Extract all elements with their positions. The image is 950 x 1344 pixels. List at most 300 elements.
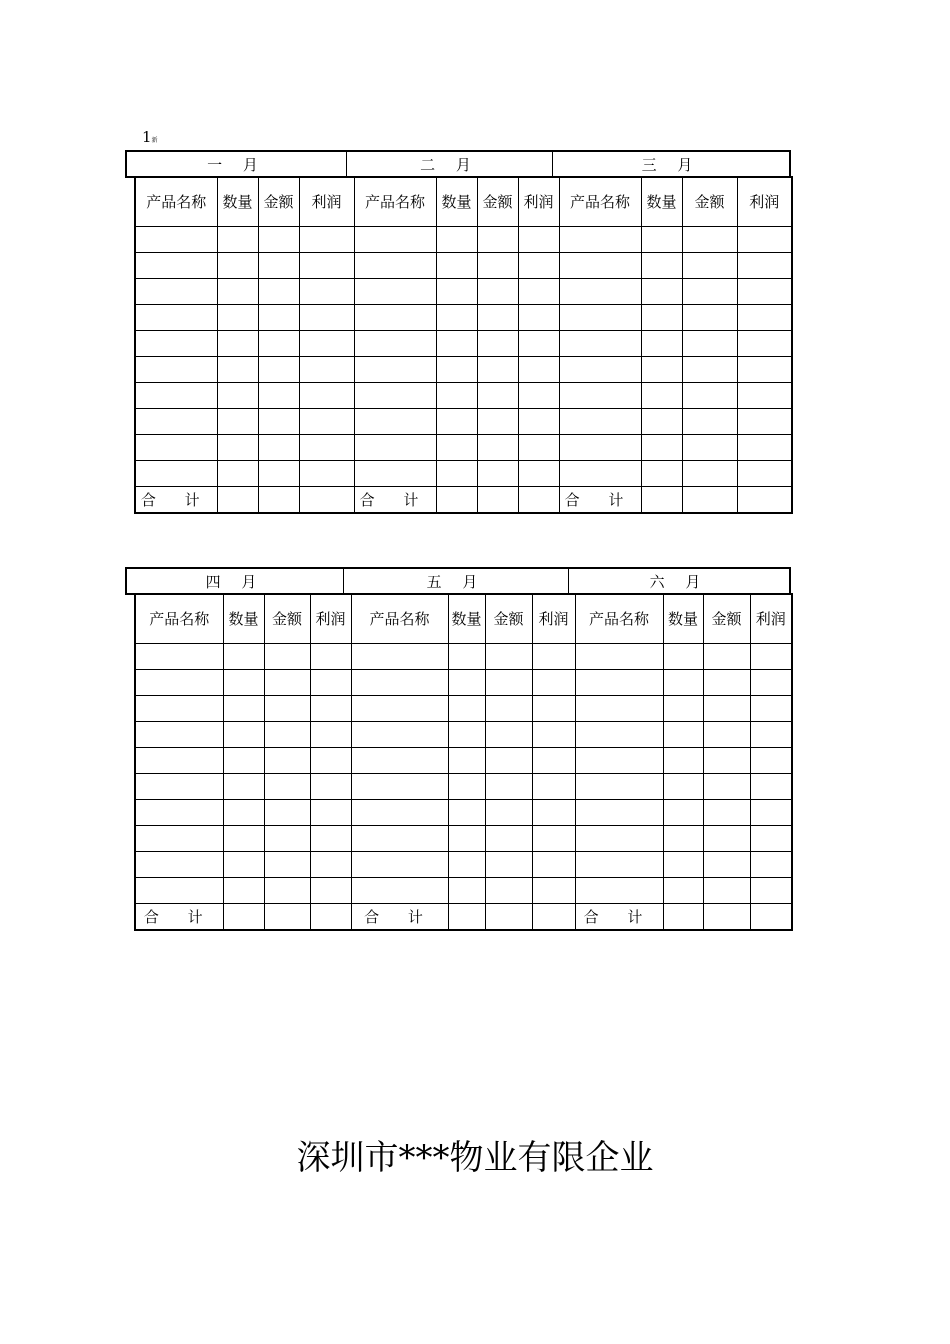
total-cell[interactable] <box>485 904 532 931</box>
header-product-name: 产品名称 <box>135 177 217 227</box>
table-cell[interactable] <box>436 435 477 461</box>
table-cell[interactable] <box>258 279 299 305</box>
header-quantity: 数量 <box>223 594 264 644</box>
table-cell[interactable] <box>575 800 663 826</box>
table-cell[interactable] <box>518 435 559 461</box>
table-cell[interactable] <box>217 435 258 461</box>
table-cell[interactable] <box>258 435 299 461</box>
table-cell[interactable] <box>485 670 532 696</box>
table-cell[interactable] <box>264 670 310 696</box>
table-cell[interactable] <box>351 826 448 852</box>
table-cell[interactable] <box>559 409 641 435</box>
table-cell[interactable] <box>258 461 299 487</box>
table-cell[interactable] <box>477 383 518 409</box>
table-cell[interactable] <box>217 331 258 357</box>
header-amount: 金额 <box>258 177 299 227</box>
table-cell[interactable] <box>703 878 750 904</box>
table-cell[interactable] <box>477 253 518 279</box>
table-cell[interactable] <box>703 644 750 670</box>
table-cell[interactable] <box>436 383 477 409</box>
table-cell[interactable] <box>258 305 299 331</box>
table-cell[interactable] <box>532 670 575 696</box>
table-cell[interactable] <box>750 748 792 774</box>
table-cell[interactable] <box>750 878 792 904</box>
header-product-name: 产品名称 <box>351 594 448 644</box>
table-cell[interactable] <box>217 383 258 409</box>
table-cell[interactable] <box>436 279 477 305</box>
table-cell[interactable] <box>663 800 703 826</box>
table-cell[interactable] <box>135 696 223 722</box>
table-cell[interactable] <box>299 409 354 435</box>
table-cell[interactable] <box>351 774 448 800</box>
table-cell[interactable] <box>135 722 223 748</box>
header-profit: 利润 <box>750 594 792 644</box>
table-cell[interactable] <box>559 383 641 409</box>
table-cell[interactable] <box>258 227 299 253</box>
table-cell[interactable] <box>217 409 258 435</box>
table-cell[interactable] <box>135 878 223 904</box>
table-cell[interactable] <box>351 644 448 670</box>
table-cell[interactable] <box>299 461 354 487</box>
table-cell[interactable] <box>354 409 436 435</box>
table-cell[interactable] <box>351 852 448 878</box>
table-row <box>135 227 792 253</box>
table-cell[interactable] <box>750 800 792 826</box>
table-cell[interactable] <box>448 696 485 722</box>
table-cell[interactable] <box>135 331 217 357</box>
table-cell[interactable] <box>703 774 750 800</box>
total-cell[interactable] <box>703 904 750 931</box>
table-cell[interactable] <box>737 357 792 383</box>
table-cell[interactable] <box>223 774 264 800</box>
page-number-digit: 1 <box>142 128 152 146</box>
table-cell[interactable] <box>750 852 792 878</box>
total-row <box>135 487 792 514</box>
table-cell[interactable] <box>641 461 682 487</box>
table-cell[interactable] <box>532 696 575 722</box>
table-cell[interactable] <box>641 357 682 383</box>
month-header-row-2 <box>125 567 791 595</box>
table-cell[interactable] <box>217 305 258 331</box>
table-cell[interactable] <box>135 800 223 826</box>
table-cell[interactable] <box>532 748 575 774</box>
header-amount: 金额 <box>264 594 310 644</box>
table-cell[interactable] <box>223 826 264 852</box>
table-row <box>135 279 792 305</box>
header-quantity: 数量 <box>217 177 258 227</box>
table-cell[interactable] <box>436 227 477 253</box>
table-cell[interactable] <box>223 852 264 878</box>
table-cell[interactable] <box>135 409 217 435</box>
table-cell[interactable] <box>135 826 223 852</box>
total-cell[interactable] <box>264 904 310 931</box>
table-cell[interactable] <box>135 670 223 696</box>
table-row <box>135 748 792 774</box>
table-cell[interactable] <box>682 383 737 409</box>
table-cell[interactable] <box>310 774 351 800</box>
table-cell[interactable] <box>575 670 663 696</box>
table-cell[interactable] <box>310 748 351 774</box>
table-cell[interactable] <box>518 331 559 357</box>
table-cell[interactable] <box>135 435 217 461</box>
table-cell[interactable] <box>641 383 682 409</box>
table-cell[interactable] <box>750 826 792 852</box>
table-cell[interactable] <box>750 774 792 800</box>
table-cell[interactable] <box>575 748 663 774</box>
table-cell[interactable] <box>354 253 436 279</box>
table-cell[interactable] <box>477 227 518 253</box>
table-cell[interactable] <box>217 253 258 279</box>
table-cell[interactable] <box>703 826 750 852</box>
table-cell[interactable] <box>485 722 532 748</box>
table-cell[interactable] <box>299 253 354 279</box>
table-cell[interactable] <box>575 696 663 722</box>
table-cell[interactable] <box>448 826 485 852</box>
table-cell[interactable] <box>135 644 223 670</box>
table-row <box>135 435 792 461</box>
table-cell[interactable] <box>310 826 351 852</box>
table-cell[interactable] <box>663 852 703 878</box>
total-label: 合 计 <box>575 904 663 931</box>
table-cell[interactable] <box>737 279 792 305</box>
table-cell[interactable] <box>264 878 310 904</box>
table-cell[interactable] <box>485 852 532 878</box>
table-cell[interactable] <box>575 722 663 748</box>
table-cell[interactable] <box>135 305 217 331</box>
total-label: 合 计 <box>559 487 641 514</box>
table-cell[interactable] <box>575 878 663 904</box>
header-product-name: 产品名称 <box>575 594 663 644</box>
table-cell[interactable] <box>258 357 299 383</box>
table-cell[interactable] <box>485 826 532 852</box>
table-cell[interactable] <box>448 644 485 670</box>
table-cell[interactable] <box>477 279 518 305</box>
table-cell[interactable] <box>641 279 682 305</box>
table-row <box>135 696 792 722</box>
table-cell[interactable] <box>354 305 436 331</box>
table-cell[interactable] <box>703 722 750 748</box>
table-cell[interactable] <box>436 305 477 331</box>
table-cell[interactable] <box>310 878 351 904</box>
table-cell[interactable] <box>351 670 448 696</box>
table-row <box>135 331 792 357</box>
table-cell[interactable] <box>559 435 641 461</box>
table-cell[interactable] <box>310 670 351 696</box>
table-header-row <box>135 177 792 227</box>
table-cell[interactable] <box>436 461 477 487</box>
total-cell[interactable] <box>682 487 737 514</box>
table-cell[interactable] <box>299 331 354 357</box>
table-cell[interactable] <box>217 279 258 305</box>
total-cell[interactable] <box>310 904 351 931</box>
table-cell[interactable] <box>351 800 448 826</box>
table-cell[interactable] <box>575 826 663 852</box>
table-cell[interactable] <box>532 800 575 826</box>
table-cell[interactable] <box>299 279 354 305</box>
table-cell[interactable] <box>737 331 792 357</box>
table-cell[interactable] <box>135 461 217 487</box>
table-cell[interactable] <box>518 383 559 409</box>
table-cell[interactable] <box>750 722 792 748</box>
table-cell[interactable] <box>663 774 703 800</box>
table-cell[interactable] <box>299 357 354 383</box>
table-cell[interactable] <box>135 748 223 774</box>
total-cell[interactable] <box>217 487 258 514</box>
table-cell[interactable] <box>351 696 448 722</box>
header-profit: 利润 <box>310 594 351 644</box>
table-cell[interactable] <box>663 748 703 774</box>
table-cell[interactable] <box>485 878 532 904</box>
table-row <box>135 722 792 748</box>
table-cell[interactable] <box>223 800 264 826</box>
table-row <box>135 253 792 279</box>
total-cell[interactable] <box>532 904 575 931</box>
table-cell[interactable] <box>485 644 532 670</box>
table-cell[interactable] <box>354 357 436 383</box>
total-cell[interactable] <box>641 487 682 514</box>
table-cell[interactable] <box>737 253 792 279</box>
table-cell[interactable] <box>310 800 351 826</box>
total-cell[interactable] <box>258 487 299 514</box>
table-cell[interactable] <box>258 253 299 279</box>
table-cell[interactable] <box>448 670 485 696</box>
table-cell[interactable] <box>518 227 559 253</box>
table-cell[interactable] <box>264 748 310 774</box>
table-cell[interactable] <box>518 409 559 435</box>
total-cell[interactable] <box>477 487 518 514</box>
table-cell[interactable] <box>559 357 641 383</box>
table-cell[interactable] <box>532 878 575 904</box>
table-cell[interactable] <box>532 722 575 748</box>
table-cell[interactable] <box>135 383 217 409</box>
table-cell[interactable] <box>641 253 682 279</box>
table-cell[interactable] <box>575 644 663 670</box>
table-cell[interactable] <box>737 409 792 435</box>
table-cell[interactable] <box>559 461 641 487</box>
table-cell[interactable] <box>299 435 354 461</box>
table-cell[interactable] <box>703 670 750 696</box>
table-cell[interactable] <box>436 331 477 357</box>
table-cell[interactable] <box>750 696 792 722</box>
table-cell[interactable] <box>485 800 532 826</box>
table-cell[interactable] <box>737 227 792 253</box>
table-cell[interactable] <box>264 722 310 748</box>
table-cell[interactable] <box>264 644 310 670</box>
table-cell[interactable] <box>663 670 703 696</box>
table-cell[interactable] <box>477 461 518 487</box>
table-cell[interactable] <box>641 227 682 253</box>
table-cell[interactable] <box>448 852 485 878</box>
table-2-body <box>135 644 792 904</box>
table-row <box>135 852 792 878</box>
total-cell[interactable] <box>448 904 485 931</box>
table-cell[interactable] <box>448 748 485 774</box>
table-cell[interactable] <box>217 227 258 253</box>
table-cell[interactable] <box>264 800 310 826</box>
table-cell[interactable] <box>354 461 436 487</box>
table-cell[interactable] <box>354 279 436 305</box>
total-cell[interactable] <box>663 904 703 931</box>
table-cell[interactable] <box>682 331 737 357</box>
table-cell[interactable] <box>737 461 792 487</box>
month-march: 三 月 <box>641 155 701 174</box>
total-cell[interactable] <box>299 487 354 514</box>
table-cell[interactable] <box>436 253 477 279</box>
table-cell[interactable] <box>532 826 575 852</box>
table-cell[interactable] <box>477 357 518 383</box>
table-cell[interactable] <box>264 826 310 852</box>
table-cell[interactable] <box>135 253 217 279</box>
table-cell[interactable] <box>641 409 682 435</box>
header-profit: 利润 <box>518 177 559 227</box>
table-cell[interactable] <box>559 331 641 357</box>
table-cell[interactable] <box>682 279 737 305</box>
table-cell[interactable] <box>737 305 792 331</box>
table-cell[interactable] <box>641 305 682 331</box>
table-cell[interactable] <box>682 435 737 461</box>
table-cell[interactable] <box>532 852 575 878</box>
table-cell[interactable] <box>703 748 750 774</box>
table-cell[interactable] <box>663 826 703 852</box>
table-cell[interactable] <box>310 852 351 878</box>
month-may: 五 月 <box>344 569 569 593</box>
table-cell[interactable] <box>532 644 575 670</box>
table-cell[interactable] <box>518 357 559 383</box>
table-cell[interactable] <box>663 696 703 722</box>
table-header-row <box>135 594 792 644</box>
table-cell[interactable] <box>135 774 223 800</box>
table-cell[interactable] <box>310 644 351 670</box>
table-cell[interactable] <box>750 670 792 696</box>
table-cell[interactable] <box>641 435 682 461</box>
table-cell[interactable] <box>485 748 532 774</box>
header-product-name: 产品名称 <box>135 594 223 644</box>
table-cell[interactable] <box>310 696 351 722</box>
table-cell[interactable] <box>703 800 750 826</box>
table-cell[interactable] <box>354 435 436 461</box>
table-cell[interactable] <box>682 227 737 253</box>
table-cell[interactable] <box>299 383 354 409</box>
table-cell[interactable] <box>682 461 737 487</box>
table-cell[interactable] <box>518 253 559 279</box>
table-cell[interactable] <box>217 357 258 383</box>
table-cell[interactable] <box>559 279 641 305</box>
total-cell[interactable] <box>737 487 792 514</box>
table-cell[interactable] <box>354 383 436 409</box>
table-cell[interactable] <box>737 435 792 461</box>
table-cell[interactable] <box>663 722 703 748</box>
table-cell[interactable] <box>682 305 737 331</box>
table-cell[interactable] <box>532 774 575 800</box>
month-april: 四 月 <box>127 569 344 593</box>
table-cell[interactable] <box>518 461 559 487</box>
table-cell[interactable] <box>485 696 532 722</box>
table-cell[interactable] <box>477 409 518 435</box>
table-cell[interactable] <box>477 435 518 461</box>
table-cell[interactable] <box>299 227 354 253</box>
table-cell[interactable] <box>310 722 351 748</box>
table-cell[interactable] <box>264 696 310 722</box>
table-cell[interactable] <box>436 357 477 383</box>
table-row <box>135 383 792 409</box>
table-cell[interactable] <box>217 461 258 487</box>
table-cell[interactable] <box>351 722 448 748</box>
table-cell[interactable] <box>575 774 663 800</box>
header-amount: 金额 <box>485 594 532 644</box>
total-cell[interactable] <box>223 904 264 931</box>
table-cell[interactable] <box>135 852 223 878</box>
table-cell[interactable] <box>448 878 485 904</box>
company-name: 深圳市***物业有限企业 <box>296 1138 654 1178</box>
total-cell[interactable] <box>518 487 559 514</box>
table-cell[interactable] <box>477 305 518 331</box>
table-row <box>135 644 792 670</box>
table-row <box>135 800 792 826</box>
table-cell[interactable] <box>354 227 436 253</box>
header-quantity: 数量 <box>641 177 682 227</box>
table-cell[interactable] <box>264 774 310 800</box>
table-cell[interactable] <box>223 878 264 904</box>
table-cell[interactable] <box>135 279 217 305</box>
table-cell[interactable] <box>682 253 737 279</box>
table-cell[interactable] <box>223 722 264 748</box>
table-cell[interactable] <box>258 383 299 409</box>
table-cell[interactable] <box>436 409 477 435</box>
month-june: 六 月 <box>649 572 709 591</box>
table-cell[interactable] <box>354 331 436 357</box>
table-cell[interactable] <box>703 852 750 878</box>
total-label: 合 计 <box>135 487 217 514</box>
table-cell[interactable] <box>682 409 737 435</box>
table-cell[interactable] <box>351 878 448 904</box>
total-cell[interactable] <box>750 904 792 931</box>
table-cell[interactable] <box>485 774 532 800</box>
table-cell[interactable] <box>135 357 217 383</box>
table-cell[interactable] <box>448 722 485 748</box>
header-profit: 利润 <box>737 177 792 227</box>
table-cell[interactable] <box>703 696 750 722</box>
table-cell[interactable] <box>264 852 310 878</box>
table-row <box>135 878 792 904</box>
table-cell[interactable] <box>477 331 518 357</box>
table-cell[interactable] <box>299 305 354 331</box>
table-cell[interactable] <box>575 852 663 878</box>
table-cell[interactable] <box>518 305 559 331</box>
table-cell[interactable] <box>448 800 485 826</box>
table-cell[interactable] <box>750 644 792 670</box>
table-cell[interactable] <box>258 409 299 435</box>
table-cell[interactable] <box>448 774 485 800</box>
table-cell[interactable] <box>559 305 641 331</box>
table-cell[interactable] <box>223 670 264 696</box>
table-cell[interactable] <box>223 644 264 670</box>
table-cell[interactable] <box>682 357 737 383</box>
table-cell[interactable] <box>663 644 703 670</box>
table-cell[interactable] <box>559 227 641 253</box>
table-cell[interactable] <box>641 331 682 357</box>
table-cell[interactable] <box>663 878 703 904</box>
table-cell[interactable] <box>223 748 264 774</box>
table-cell[interactable] <box>737 383 792 409</box>
table-cell[interactable] <box>135 227 217 253</box>
total-cell[interactable] <box>436 487 477 514</box>
table-cell[interactable] <box>258 331 299 357</box>
table-cell[interactable] <box>518 279 559 305</box>
month-january: 一 月 <box>127 152 347 176</box>
table-cell[interactable] <box>223 696 264 722</box>
table-cell[interactable] <box>559 253 641 279</box>
table-cell[interactable] <box>351 748 448 774</box>
